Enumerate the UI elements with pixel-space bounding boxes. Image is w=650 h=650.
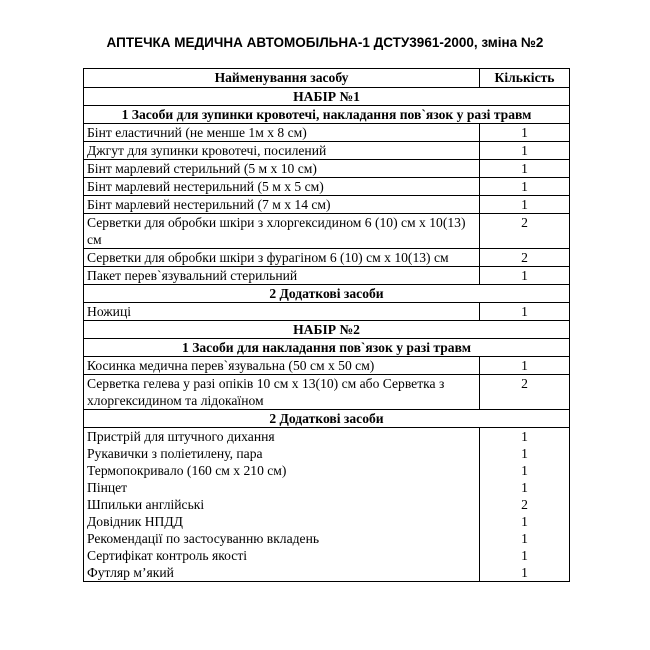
table-row — [84, 530, 570, 547]
set-2-label: НАБІР №2 — [84, 321, 570, 339]
set-2-group-1-label: 1 Засоби для накладання пов`язок у разі травм — [84, 339, 570, 357]
item-quantity: 1 — [480, 564, 570, 582]
item-quantity: 1 — [480, 462, 570, 479]
set-1-group-2-heading — [84, 285, 570, 303]
item-name: Футляр м’який — [84, 564, 480, 582]
set-2-group-2-label: 2 Додаткові засоби — [84, 410, 570, 428]
table-row — [84, 496, 570, 513]
item-name: Шпильки англійські — [84, 496, 480, 513]
item-quantity: 1 — [480, 513, 570, 530]
set-2-heading — [84, 321, 570, 339]
table-row — [84, 513, 570, 530]
column-header-name: Найменування засобу — [84, 69, 480, 88]
set-1-label: НАБІР №1 — [84, 88, 570, 106]
item-name: Косинка медична перев`язувальна (50 см х 50 см) — [84, 357, 480, 375]
first-aid-kit-table — [83, 68, 570, 582]
item-name: Термопокривало (160 см х 210 см) — [84, 462, 480, 479]
item-name: Пінцет — [84, 479, 480, 496]
table-row — [84, 249, 570, 267]
document-title: АПТЕЧКА МЕДИЧНА АВТОМОБІЛЬНА-1 ДСТУ3961-2000, зміна №2 — [106, 35, 544, 50]
item-quantity: 1 — [480, 530, 570, 547]
table-row — [84, 445, 570, 462]
table-row — [84, 428, 570, 446]
item-name: Бінт марлевий нестерильний (5 м х 5 см) — [84, 178, 480, 196]
table-row — [84, 303, 570, 321]
table-row — [84, 124, 570, 142]
table-header-row — [84, 69, 570, 88]
item-name: Сертифікат контроль якості — [84, 547, 480, 564]
set-2-group-1-heading — [84, 339, 570, 357]
item-name: Бінт еластичний (не менше 1м х 8 см) — [84, 124, 480, 142]
item-quantity: 1 — [480, 142, 570, 160]
table-row — [84, 142, 570, 160]
item-name: Джгут для зупинки кровотечі, посилений — [84, 142, 480, 160]
item-quantity: 2 — [480, 375, 570, 410]
set-1-group-1-label: 1 Засоби для зупинки кровотечі, накладання пов`язок у разі травм — [84, 106, 570, 124]
set-2-group-2-heading — [84, 410, 570, 428]
column-header-quantity: Кількість — [480, 69, 570, 88]
table-row — [84, 479, 570, 496]
set-1-group-1-heading — [84, 106, 570, 124]
set-1-heading — [84, 88, 570, 106]
item-quantity: 1 — [480, 445, 570, 462]
item-name: Бінт марлевий стерильний (5 м х 10 см) — [84, 160, 480, 178]
item-quantity: 1 — [480, 267, 570, 285]
item-name: Рекомендації по застосуванню вкладень — [84, 530, 480, 547]
item-quantity: 1 — [480, 196, 570, 214]
item-quantity: 2 — [480, 249, 570, 267]
table-row — [84, 375, 570, 410]
table-row — [84, 564, 570, 582]
table-row — [84, 178, 570, 196]
table-row — [84, 547, 570, 564]
set-1-group-2-label: 2 Додаткові засоби — [84, 285, 570, 303]
item-name: Рукавички з поліетилену, пара — [84, 445, 480, 462]
item-quantity: 1 — [480, 357, 570, 375]
item-quantity: 1 — [480, 547, 570, 564]
table-row — [84, 196, 570, 214]
item-name: Серветки для обробки шкіри з фурагіном 6 (10) см х 10(13) см — [84, 249, 480, 267]
item-quantity: 1 — [480, 428, 570, 446]
item-name: Довідник НПДД — [84, 513, 480, 530]
item-name: Пристрій для штучного дихання — [84, 428, 480, 446]
table-row — [84, 160, 570, 178]
table-row — [84, 214, 570, 249]
item-quantity: 1 — [480, 160, 570, 178]
item-quantity: 2 — [480, 496, 570, 513]
item-name: Пакет перев`язувальний стерильний — [84, 267, 480, 285]
item-name: Серветки для обробки шкіри з хлоргексидином 6 (10) см х 10(13) см — [84, 214, 480, 249]
item-name: Бінт марлевий нестерильний (7 м х 14 см) — [84, 196, 480, 214]
item-quantity: 2 — [480, 214, 570, 249]
item-quantity: 1 — [480, 178, 570, 196]
item-quantity: 1 — [480, 303, 570, 321]
item-name: Ножиці — [84, 303, 480, 321]
table-row — [84, 357, 570, 375]
item-quantity: 1 — [480, 479, 570, 496]
table-row — [84, 267, 570, 285]
item-name: Серветка гелева у разі опіків 10 см х 13(10) см або Серветка з хлоргексидином та лідокаїном — [84, 375, 480, 410]
table-row — [84, 462, 570, 479]
item-quantity: 1 — [480, 124, 570, 142]
